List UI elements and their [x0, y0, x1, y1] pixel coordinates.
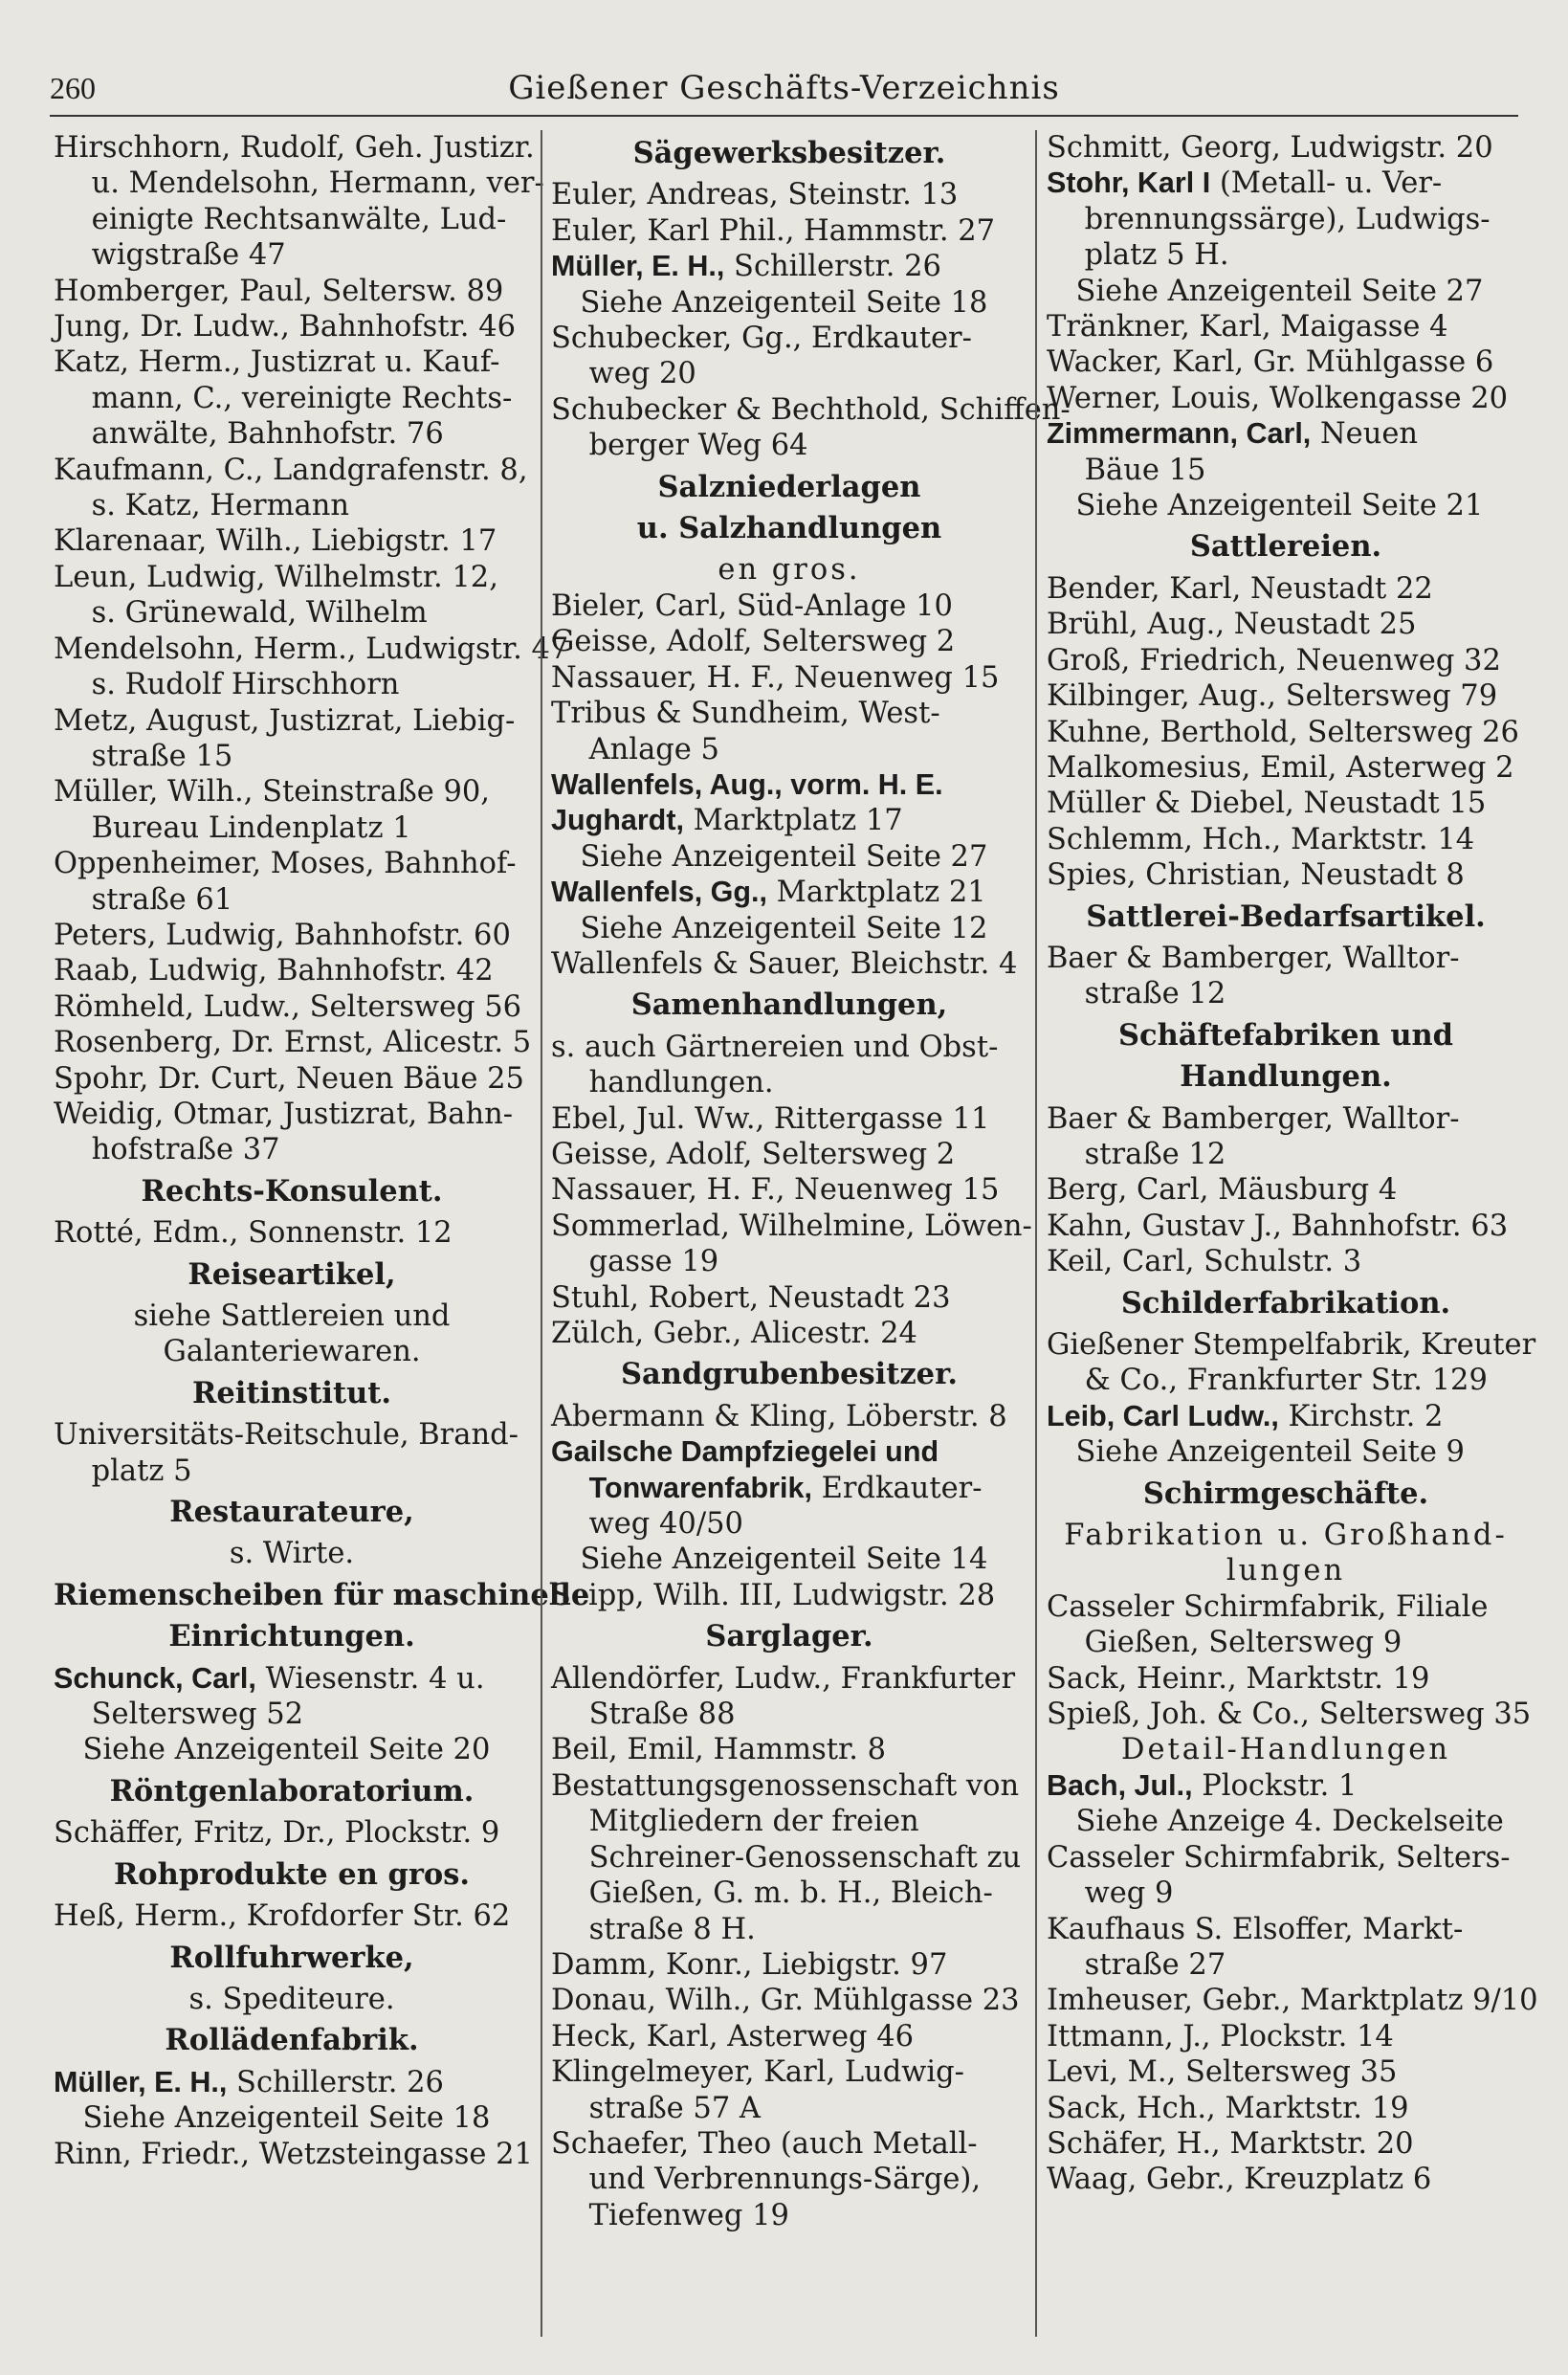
entry-line: Universitäts-Reitschule, Brand- [54, 1418, 519, 1453]
entry-line [551, 1434, 1027, 1470]
section-heading: Schäftefabriken und [1117, 1017, 1454, 1053]
entry-continuation: Gießen, Seltersweg 9 [1084, 1626, 1402, 1660]
entry-continuation [551, 1471, 1027, 1506]
section-heading: Salzniederlagen [657, 469, 921, 504]
entry-line: Berg, Carl, Mäusburg 4 [1047, 1173, 1398, 1208]
entry-line: Klingelmeyer, Karl, Ludwig- [551, 2055, 964, 2090]
entry-address: Schillerstr. 26 [227, 2065, 444, 2099]
entry-name-bold: Bach, Jul., [1047, 1768, 1193, 1802]
entry-continuation: straße 12 [1084, 1137, 1226, 1171]
entry-line: Römheld, Ludw., Seltersweg 56 [54, 989, 522, 1024]
entry-line: Homberger, Paul, Seltersw. 89 [54, 274, 504, 308]
entry-line [1047, 416, 1525, 452]
entry-continuation: berger Weg 64 [588, 429, 808, 463]
entry-line: Geisse, Adolf, Seltersweg 2 [551, 1137, 956, 1171]
entry-line: Kilbinger, Aug., Seltersweg 79 [1047, 679, 1498, 714]
entry-line: Bestattungsgenossenschaft von [551, 1768, 1020, 1803]
entry-line: Schäffer, Fritz, Dr., Plockstr. 9 [54, 1816, 500, 1851]
entry-name-bold: Leib, Carl Ludw., [1047, 1399, 1279, 1432]
entry-line [1047, 166, 1525, 201]
entry-line [551, 875, 1027, 910]
entry-line: Tribus & Sundheim, West- [551, 697, 940, 731]
entry-line: Tränkner, Karl, Maigasse 4 [1047, 310, 1448, 344]
entry-line: Heß, Herm., Krofdorfer Str. 62 [54, 1899, 511, 1934]
entry-line: Brühl, Aug., Neustadt 25 [1047, 608, 1417, 642]
entry-continuation: wigstraße 47 [91, 238, 286, 273]
entry-line [1047, 1768, 1525, 1804]
entry-address: Marktplatz 21 [766, 876, 986, 910]
entry-continuation: brennungssärge), Ludwigs- [1084, 202, 1491, 236]
note-line: lungen [1226, 1554, 1346, 1588]
column-1 [54, 130, 590, 2337]
entry-line: Baer & Bamberger, Walltor- [1047, 1101, 1460, 1136]
entry-line: Bender, Karl, Neustadt 22 [1047, 571, 1433, 606]
entry-continuation: mann, C., vereinigte Rechts- [91, 381, 513, 415]
section-heading: Rohprodukte en gros. [113, 1856, 471, 1892]
entry-line: Rotté, Edm., Sonnenstr. 12 [54, 1216, 453, 1251]
entry-line [1047, 1399, 1525, 1434]
entry-continuation: weg 40/50 [588, 1507, 743, 1542]
entry-address: Neuen [1311, 417, 1419, 452]
page-number: 260 [50, 71, 96, 105]
reference-line: Siehe Anzeigenteil Seite 18 [82, 2101, 491, 2136]
entry-line: Schaefer, Theo (auch Metall- [551, 2126, 978, 2161]
entry-name-bold: Gailsche Dampfziegelei und [551, 1435, 939, 1469]
entry-line: Schlemm, Hch., Marktstr. 14 [1047, 822, 1475, 856]
entry-continuation: Straße 88 [588, 1698, 736, 1732]
entry-line: Bieler, Carl, Süd-Anlage 10 [551, 588, 953, 623]
entry-line [551, 249, 1027, 284]
entry-line: Sack, Heinr., Marktstr. 19 [1047, 1661, 1430, 1696]
entry-line: Gießener Stempelfabrik, Kreuter [1047, 1328, 1536, 1362]
entry-continuation: anwälte, Bahnhofstr. 76 [91, 417, 444, 452]
section-heading: Sägewerksbesitzer. [632, 136, 946, 170]
entry-line: Werner, Louis, Wolkengasse 20 [1047, 381, 1508, 415]
column-3 [1047, 130, 1538, 2337]
entry-line: Schmitt, Georg, Ludwigstr. 20 [1047, 131, 1493, 165]
entry-name-bold: Wallenfels, Gg., [551, 876, 767, 909]
section-heading: Samenhandlungen, [630, 988, 948, 1023]
section-heading: Rechts-Konsulent. [141, 1173, 443, 1209]
entry-line: Katz, Herm., Justizrat u. Kauf- [54, 345, 500, 380]
section-heading: Rollädenfabrik. [165, 2023, 419, 2058]
entry-line: Sommerlad, Wilhelmine, Löwen- [551, 1209, 1032, 1243]
entry-line: Damm, Konr., Liebigstr. 97 [551, 1947, 948, 1982]
entry-line: Schubecker & Bechthold, Schiffen- [551, 392, 1071, 427]
section-heading: Sattlereien. [1189, 529, 1382, 565]
note-line: en gros. [718, 553, 861, 588]
entry-continuation: Seltersweg 52 [91, 1698, 304, 1732]
entry-line: Kaufhaus S. Elsoffer, Markt- [1047, 1912, 1464, 1946]
section-heading: Röntgenlaboratorium. [109, 1773, 475, 1809]
entry-continuation: platz 5 H. [1084, 238, 1229, 273]
section-heading: Einrichtungen. [168, 1619, 415, 1654]
entry-line: Nassauer, H. F., Neuenweg 15 [551, 660, 1000, 695]
entry-line: Metz, August, Justizrat, Liebig- [54, 703, 516, 738]
entry-continuation: Mitgliedern der freien [588, 1805, 919, 1839]
entry-address: Erdkauter- [811, 1471, 983, 1505]
entry-continuation: Gießen, G. m. b. H., Bleich- [588, 1876, 993, 1911]
entry-continuation: und Verbrennungs-Särge), [588, 2163, 982, 2197]
section-heading: Rollfuhrwerke, [169, 1940, 414, 1975]
entry-line: Wacker, Karl, Gr. Mühlgasse 6 [1047, 345, 1494, 380]
entry-line: Euler, Karl Phil., Hammstr. 27 [551, 213, 996, 248]
entry-line: Rinn, Friedr., Wetzsteingasse 21 [54, 2137, 533, 2171]
entry-line: Hirschhorn, Rudolf, Geh. Justizr. [54, 131, 535, 165]
entry-address: Plockstr. 1 [1192, 1768, 1358, 1803]
reference-line: Siehe Anzeigenteil Seite 27 [1075, 274, 1484, 308]
entry-line: Jung, Dr. Ludw., Bahnhofstr. 46 [54, 310, 517, 344]
entry-continuation: & Co., Frankfurter Str. 129 [1084, 1364, 1488, 1398]
entry-name-bold: Schunck, Carl, [54, 1661, 256, 1695]
entry-line: Beil, Emil, Hammstr. 8 [551, 1733, 887, 1767]
entry-line: Casseler Schirmfabrik, Selters- [1047, 1840, 1511, 1875]
entry-continuation: Bäue 15 [1084, 453, 1206, 487]
entry-continuation: weg 20 [588, 357, 696, 391]
entry-line: Leun, Ludwig, Wilhelmstr. 12, [54, 560, 498, 594]
entry-name-bold: Müller, E. H., [54, 2065, 228, 2098]
entry-name-bold: Stohr, Karl I [1047, 166, 1211, 200]
entry-line: Abermann & Kling, Löberstr. 8 [551, 1399, 1007, 1433]
entry-line: Allendörfer, Ludw., Frankfurter [551, 1661, 1016, 1696]
entry-line: Groß, Friedrich, Neuenweg 32 [1047, 643, 1501, 677]
header-rule [50, 115, 1518, 117]
entry-line: Keil, Carl, Schulstr. 3 [1047, 1245, 1362, 1279]
entry-line [551, 767, 1027, 803]
note-line: Detail-Handlungen [1121, 1733, 1450, 1767]
entry-line: Imheuser, Gebr., Marktplatz 9/10 [1047, 1984, 1538, 2018]
section-heading: Sarglager. [705, 1619, 873, 1654]
entry-address: (Metall- u. Ver- [1210, 166, 1443, 201]
entry-continuation: straße 15 [91, 739, 233, 773]
section-heading: Sattlerei-Bedarfsartikel. [1086, 899, 1486, 934]
entry-line: Baer & Bamberger, Walltor- [1047, 941, 1460, 975]
entry-line: Wallenfels & Sauer, Bleichstr. 4 [551, 946, 1018, 981]
reference-line: Siehe Anzeigenteil Seite 20 [82, 1733, 491, 1767]
entry-continuation: u. Mendelsohn, Hermann, ver- [91, 166, 544, 201]
section-heading: Sandgrubenbesitzer. [621, 1357, 958, 1392]
entry-address: Schillerstr. 26 [724, 250, 941, 284]
reference-line: Siehe Anzeigenteil Seite 12 [580, 911, 988, 945]
entry-line: Ittmann, J., Plockstr. 14 [1047, 2019, 1394, 2053]
entry-line: Peters, Ludwig, Bahnhofstr. 60 [54, 918, 511, 952]
entry-line: Kaufmann, C., Landgrafenstr. 8, [54, 453, 528, 487]
entry-continuation: einigte Rechtsanwälte, Lud- [91, 202, 507, 236]
entry-line: Mendelsohn, Herm., Ludwigstr. 47 [54, 632, 569, 666]
note-line: s. Spediteure. [188, 1982, 395, 2016]
entry-line: Oppenheimer, Moses, Bahnhof- [54, 847, 517, 881]
reference-line: Siehe Anzeigenteil Seite 14 [580, 1543, 988, 1577]
entry-line: Waag, Gebr., Kreuzplatz 6 [1047, 2163, 1432, 2197]
entry-line: Schubecker, Gg., Erdkauter- [551, 322, 972, 356]
entry-continuation: straße 27 [1084, 1947, 1226, 1982]
entry-line: Levi, M., Seltersweg 35 [1047, 2055, 1398, 2090]
note-line: Galanteriewaren. [163, 1335, 421, 1369]
entry-line: Klarenaar, Wilh., Liebigstr. 17 [54, 524, 497, 559]
entry-name-bold: Wallenfels, Aug., vorm. H. E. [551, 767, 943, 801]
entry-continuation: straße 8 H. [588, 1912, 756, 1946]
section-heading: Handlungen. [1180, 1059, 1392, 1095]
section-heading: Reiseartikel, [188, 1256, 396, 1292]
section-heading: Riemenscheiben für maschinelle [54, 1577, 590, 1612]
entry-line: Kuhne, Berthold, Seltersweg 26 [1047, 715, 1519, 749]
reference-line: Siehe Anzeige 4. Deckelseite [1075, 1805, 1504, 1839]
note-line: siehe Sattlereien und [133, 1299, 451, 1333]
entry-name-bold: Müller, E. H., [551, 250, 725, 283]
entry-line: Casseler Schirmfabrik, Filiale [1047, 1589, 1489, 1624]
entry-continuation: hofstraße 37 [91, 1133, 280, 1167]
entry-line [551, 803, 1027, 838]
entry-continuation: straße 57 A [588, 2091, 761, 2125]
note-line: s. Wirte. [229, 1537, 355, 1571]
entry-continuation: Bureau Lindenplatz 1 [91, 810, 411, 845]
entry-continuation: s. Rudolf Hirschhorn [91, 668, 400, 702]
entry-line: Rosenberg, Dr. Ernst, Alicestr. 5 [54, 1026, 532, 1060]
entry-line: Zülch, Gebr., Alicestr. 24 [551, 1317, 917, 1350]
entry-continuation: Anlage 5 [588, 732, 719, 766]
entry-line [54, 2065, 530, 2100]
entry-line [54, 1661, 530, 1697]
section-heading: Restaurateure, [169, 1495, 414, 1530]
column-2 [551, 130, 1071, 2337]
reference-line: Siehe Anzeigenteil Seite 21 [1075, 489, 1484, 523]
entry-continuation: gasse 19 [588, 1245, 719, 1279]
entry-address: Wiesenstr. 4 u. [255, 1661, 485, 1696]
entry-continuation: platz 5 [91, 1454, 192, 1488]
entry-address: Kirchstr. 2 [1278, 1399, 1444, 1433]
entry-line: Malkomesius, Emil, Asterweg 2 [1047, 750, 1514, 785]
section-heading: Reitinstitut. [191, 1375, 391, 1410]
entry-line: Ebel, Jul. Ww., Rittergasse 11 [551, 1101, 990, 1136]
entry-line: Spohr, Dr. Curt, Neuen Bäue 25 [54, 1061, 524, 1096]
entry-line: Schäfer, H., Marktstr. 20 [1047, 2126, 1414, 2161]
entry-line: s. auch Gärtnereien und Obst- [551, 1030, 999, 1064]
entry-line: Donau, Wilh., Gr. Mühlgasse 23 [551, 1984, 1020, 2018]
entry-line: Euler, Andreas, Steinstr. 13 [551, 178, 959, 212]
entry-line: Spieß, Joh. & Co., Seltersweg 35 [1047, 1698, 1532, 1732]
entry-continuation: Tiefenweg 19 [588, 2198, 789, 2232]
page-header [50, 65, 1518, 111]
entry-line: Kahn, Gustav J., Bahnhofstr. 63 [1047, 1209, 1509, 1243]
reference-line: Siehe Anzeigenteil Seite 18 [580, 285, 988, 320]
entry-continuation: Schreiner-Genossenschaft zu [588, 1840, 1022, 1875]
entry-name-bold: Tonwarenfabrik, [588, 1471, 812, 1504]
section-heading: Schirmgeschäfte. [1142, 1476, 1429, 1511]
section-heading: u. Salzhandlungen [636, 511, 942, 546]
entry-continuation: s. Katz, Hermann [91, 489, 349, 523]
entry-line: Seipp, Wilh. III, Ludwigstr. 28 [551, 1578, 996, 1612]
reference-line: Siehe Anzeigenteil Seite 9 [1075, 1435, 1465, 1470]
entry-line: Spies, Christian, Neustadt 8 [1047, 858, 1465, 893]
entry-continuation: s. Grünewald, Wilhelm [91, 596, 428, 631]
entry-line: Weidig, Otmar, Justizrat, Bahn- [54, 1097, 514, 1131]
entry-continuation: straße 12 [1084, 977, 1226, 1011]
entry-line: Sack, Hch., Marktstr. 19 [1047, 2091, 1409, 2125]
entry-line: Stuhl, Robert, Neustadt 23 [551, 1280, 951, 1315]
entry-continuation: weg 9 [1084, 1876, 1174, 1911]
column-divider [1035, 130, 1037, 2337]
entry-line: Geisse, Adolf, Seltersweg 2 [551, 625, 956, 659]
page-title: Gießener Geschäfts-Verzeichnis [508, 69, 1060, 107]
entry-continuation: straße 61 [91, 882, 233, 917]
section-heading: Schilderfabrikation. [1120, 1285, 1451, 1321]
entry-line: Raab, Ludwig, Bahnhofstr. 42 [54, 954, 494, 988]
entry-address: Marktplatz 17 [683, 804, 903, 838]
entry-continuation: handlungen. [588, 1066, 774, 1100]
entry-line: Heck, Karl, Asterweg 46 [551, 2019, 915, 2053]
entry-name-bold: Jughardt, [551, 804, 684, 837]
entry-line: Müller, Wilh., Steinstraße 90, [54, 775, 490, 810]
reference-line: Siehe Anzeigenteil Seite 27 [580, 839, 988, 874]
column-divider [541, 130, 542, 2337]
entry-line: Müller & Diebel, Neustadt 15 [1047, 787, 1487, 821]
entry-line: Fabrikation u. Großhand- [1064, 1519, 1508, 1553]
entry-name-bold: Zimmermann, Carl, [1047, 417, 1312, 451]
entry-line: Nassauer, H. F., Neuenweg 15 [551, 1173, 1000, 1208]
